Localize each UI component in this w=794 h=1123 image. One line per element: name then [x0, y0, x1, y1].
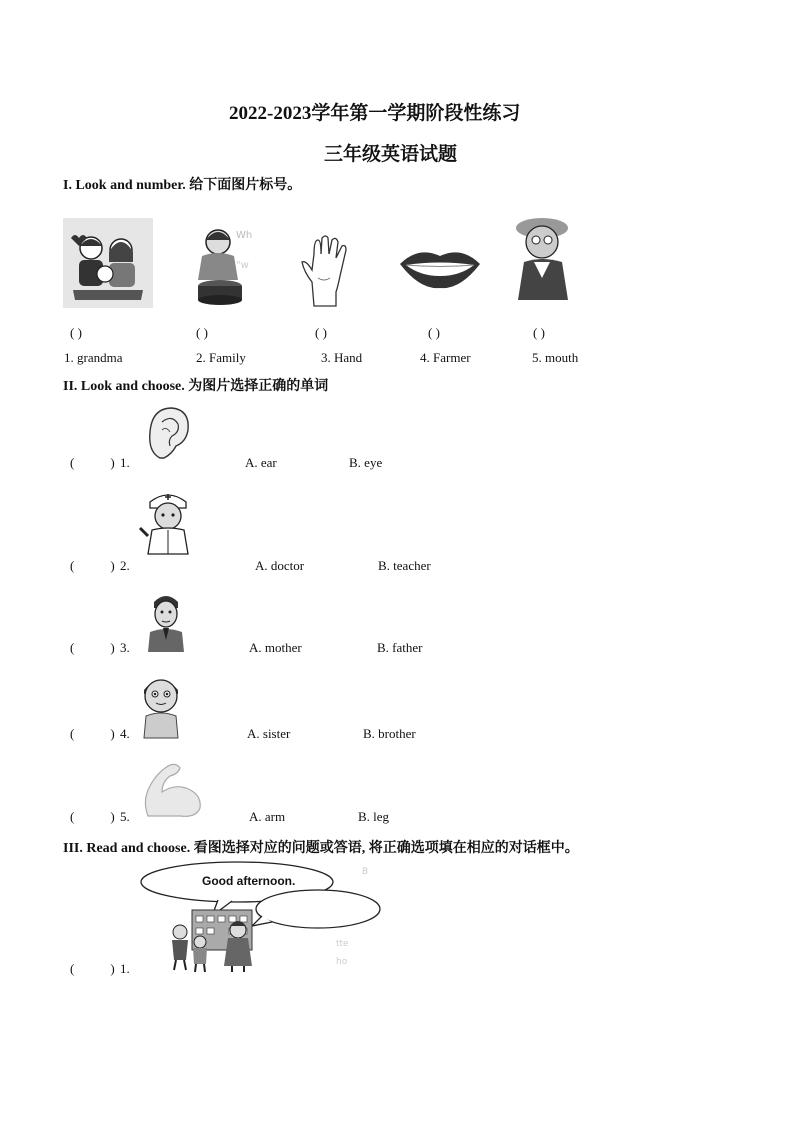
bracket-close: ) — [110, 809, 115, 824]
option-a-2[interactable]: A. doctor — [255, 558, 305, 573]
bracket-close: ) — [110, 726, 115, 741]
option-a-5[interactable]: A. arm — [249, 809, 286, 824]
option-b-1[interactable]: B. eye — [349, 455, 383, 470]
svg-text:B: B — [362, 867, 369, 877]
farmer-cooking-picture — [180, 216, 272, 308]
bracket-open: ( — [70, 455, 75, 470]
bracket-close: ) — [110, 455, 115, 470]
arm-picture — [140, 760, 208, 820]
answer-blank-ii-3[interactable] — [70, 640, 115, 656]
answer-blank-ii-1[interactable] — [70, 455, 115, 471]
svg-text:ho: ho — [336, 957, 348, 967]
doctor-picture — [136, 488, 202, 558]
question-number-1: 1. — [120, 455, 130, 470]
hand-picture — [296, 232, 360, 308]
bracket-open: ( — [70, 961, 75, 976]
svg-text:Wh: Wh — [236, 230, 253, 241]
word-item-4: 4. Farmer — [420, 350, 471, 365]
word-item-2: 2. Family — [196, 350, 246, 365]
answer-blank-2[interactable]: ( ) — [196, 325, 208, 340]
bracket-open: ( — [70, 558, 75, 573]
answer-blank-ii-4[interactable] — [70, 726, 115, 742]
svg-text:tte: tte — [336, 939, 349, 949]
word-item-3: 3. Hand — [321, 350, 363, 365]
word-item-1: 1. grandma — [64, 350, 123, 365]
option-a-3[interactable]: A. mother — [249, 640, 302, 655]
answer-blank-5[interactable]: ( ) — [533, 325, 545, 340]
grandma-picture — [512, 212, 576, 302]
bracket-open: ( — [70, 726, 75, 741]
bracket-open: ( — [70, 640, 75, 655]
option-b-5[interactable]: B. leg — [358, 809, 390, 824]
brother-picture — [138, 670, 184, 740]
question-number-3: 3. — [120, 640, 130, 655]
answer-blank-1[interactable]: ( ) — [70, 325, 82, 340]
question-number-2: 2. — [120, 558, 130, 573]
section-1-heading: I. Look and number. 给下面图片标号。 — [63, 178, 302, 193]
page-title: 2022-2023学年第一学期阶段性练习 — [229, 103, 521, 124]
bracket-close: ) — [110, 558, 115, 573]
option-b-4[interactable]: B. brother — [363, 726, 416, 741]
father-picture — [146, 590, 186, 652]
option-a-4[interactable]: A. sister — [247, 726, 291, 741]
mouth-picture — [398, 244, 482, 292]
section-3-heading: III. Read and choose. 看图选择对应的问题或答语, 将正确选项填在相应的对话框中。 — [63, 841, 579, 856]
bracket-open: ( — [70, 809, 75, 824]
question-number-4: 4. — [120, 726, 130, 741]
question-number-5: 5. — [120, 809, 130, 824]
answer-blank-ii-2[interactable] — [70, 558, 115, 574]
word-item-5: 5. mouth — [532, 350, 579, 365]
option-a-1[interactable]: A. ear — [245, 455, 277, 470]
question-number-iii-1: 1. — [120, 961, 130, 976]
answer-blank-iii-1[interactable] — [70, 961, 115, 977]
option-b-2[interactable]: B. teacher — [378, 558, 431, 573]
ear-picture — [140, 402, 202, 464]
section-2-heading: II. Look and choose. 为图片选择正确的单词 — [63, 379, 329, 394]
svg-text:"w: "w — [236, 260, 249, 271]
answer-blank-ii-5[interactable] — [70, 809, 115, 825]
bracket-close: ) — [110, 640, 115, 655]
family-photo-picture — [63, 218, 153, 308]
answer-blank-3[interactable]: ( ) — [315, 325, 327, 340]
answer-blank-4[interactable]: ( ) — [428, 325, 440, 340]
bracket-close: ) — [110, 961, 115, 976]
option-b-3[interactable]: B. father — [377, 640, 423, 655]
page-subtitle: 三年级英语试题 — [324, 144, 458, 165]
speech-bubble-text: Good afternoon. — [202, 874, 296, 888]
